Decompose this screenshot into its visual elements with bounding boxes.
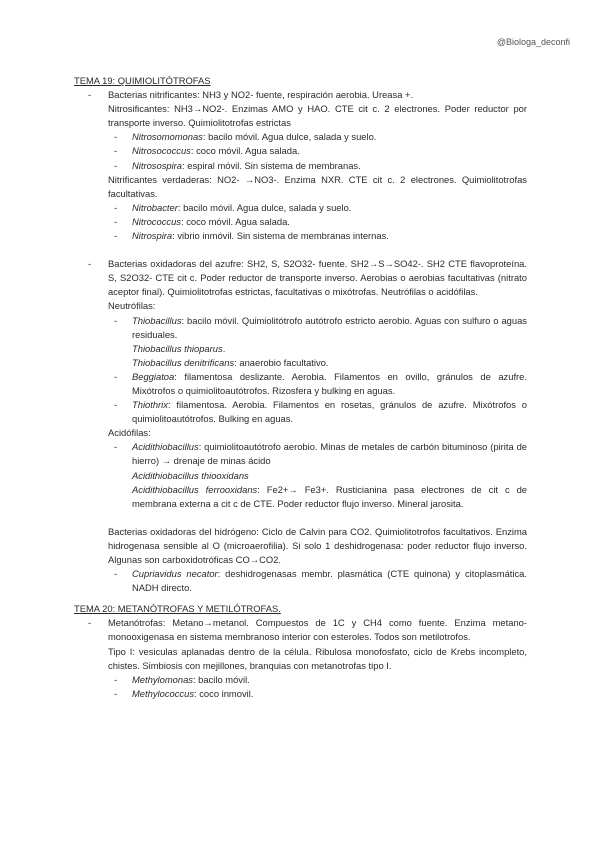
azufre-intro: Bacterias oxidadoras del azufre: SH2, S, S2O32- fuente. SH2→S→SO42-. SH2 CTE flavoproteína. S, S2O32- CTE cit c. Poder reductor de transporte inverso. Aerobias o aerobias facultativas (nitrato aceptor final). Quimiolitotrofas estrictas, facultativas o mixótrofas. Neutrófilas o acidófilas. [108, 258, 527, 298]
bullet-dash: - [88, 89, 92, 101]
species-line: Thiobacillus thioparus. [132, 342, 226, 354]
genus-name: Thiothrix [132, 399, 168, 411]
tipo1-text: Tipo I: vesiculas aplanadas dentro de la célula. Ribulosa monofosfato, ciclo de Krebs incompleto, chistes. Simbiosis con mejillones, branquias con metanotrofas tipo I. [108, 645, 527, 671]
metanotrofas-bullet [74, 616, 527, 644]
genus-name: Beggiatoa [132, 370, 175, 382]
acidofilas-label: Acidófilas: [108, 427, 151, 439]
genus-item: - Cupriavidus necator: deshidrogenasas membr. plasmática (CTE quinona) y citoplasmática. NADH directo. [114, 568, 527, 594]
bullet-dash: - [88, 258, 92, 270]
tema19-title: TEMA 19: QUIMIOLITÓTROFAS [74, 75, 211, 86]
genus-item: - Nitrosococcus: coco móvil. Agua salada. [114, 145, 300, 157]
genus-item: - Acidithiobacillus: quimiolitoautótrofo aerobio. Minas de metales de carbón bituminoso (pirita de hierro) → drenaje de minas ácido [114, 441, 527, 467]
hidrogeno-text: Bacterias oxidadoras del hidrógeno: Ciclo de Calvin para CO2. Quimiolitotrofos facultativos. Enzima hidrogenasa sensible al O (microaerofilia). Si solo 1 deshidrogenasa: poder reductor flujo inverso. Algunas son carboxidotróficas CO→CO2. [108, 525, 527, 565]
nitrosificantes-text: Nitrosificantes: NH3→NO2-. Enzimas AMO y HAO. CTE cit c. 2 electrones. Poder reductor por transporte inverso. Quimiolitotrofas estrictas [108, 103, 527, 129]
genus-item: - Nitrosomomonas: bacilo móvil. Agua dulce, salada y suelo. [114, 131, 377, 143]
azufre-bullet [74, 257, 527, 299]
genus-item: - Nitrospira: vibrio inmóvil. Sin sistema de membranas internas. [114, 230, 389, 242]
genus-name: Nitrobacter [132, 201, 178, 213]
genus-name: Methylomonas [132, 673, 193, 685]
verdaderas-text: Nitrificantes verdaderas: NO2- →NO3-. Enzima NXR. CTE cit c. 2 electrones. Quimiolitotrofas facultativas. [108, 173, 527, 199]
species-line: Acidithiobacillus ferrooxidans: Fe2+→ Fe3+. Rusticianina pasa electrones de cit c de membrana externa a cit c de CTE. Poder reductor flujo inverso. Mineral jarosita. [132, 483, 528, 509]
genus-item: - Methylomonas: bacilo móvil. [114, 673, 250, 685]
genus-name: Nitrosomomonas [132, 131, 203, 143]
genus-item: - Thiothrix: filamentosa. Aerobia. Filamentos en rosetas, gránulos de azufre. Mixótrofos o quimiolitoautótrofos. Bulking en aguas. [114, 399, 527, 425]
genus-item: - Nitrococcus: coco móvil. Agua salada. [114, 215, 290, 227]
genus-name: Nitrococcus [132, 215, 181, 227]
genus-item: - Methylococcus: coco inmovil. [114, 687, 254, 699]
neutrofilas-label: Neutrófilas: [108, 300, 156, 312]
genus-name: Thiobacillus [132, 314, 182, 326]
genus-name: Acidithiobacillus [132, 441, 199, 453]
species-line: Thiobacillus denitrificans: anaerobio facultativo. [132, 356, 329, 368]
genus-name: Nitrospira [132, 230, 173, 242]
genus-item: - Thiobacillus: bacilo móvil. Quimiolitótrofo autótrofo estricto aerobio. Aguas con sulfuro o aguas residuales. [114, 314, 527, 340]
genus-name: Nitrosospira [132, 159, 183, 171]
genus-name: Methylococcus [132, 687, 195, 699]
genus-item: - Beggiatoa: filamentosa deslizante. Aerobia. Filamentos en ovillo, gránulos de azufre. Mixótrofos o quimiolitoautótrofos. Rizosfera y bulking en aguas. [114, 370, 527, 396]
genus-name: Cupriavidus necator [132, 568, 218, 580]
bullet-dash: - [88, 617, 92, 629]
tema20-title: TEMA 20: METANÓTROFAS Y METILÓTROFAS. [74, 603, 281, 615]
genus-item: - Nitrosospira: espiral móvil. Sin sistema de membranas. [114, 159, 361, 171]
nitrificantes-line: Bacterias nitrificantes: NH3 y NO2- fuente, respiración aerobia. Ureasa +. [108, 89, 414, 101]
metanotrofas-text: Metanótrofas: Metano→metanol. Compuestos de 1C y CH4 como fuente. Enzima metano-monooxigenasa en sistema membranoso interior con esteroles. Todos son metilotrofos. [108, 617, 527, 643]
document-page [74, 74, 527, 701]
species-line: Acidithiobacillus thiooxidans [132, 469, 249, 481]
genus-item: - Nitrobacter: bacilo móvil. Agua dulce, salada y suelo. [114, 201, 352, 213]
genus-name: Nitrosococcus [132, 145, 191, 157]
author-handle: @Biologa_deconfi [496, 37, 570, 47]
nitrificantes-bullet [74, 88, 527, 102]
